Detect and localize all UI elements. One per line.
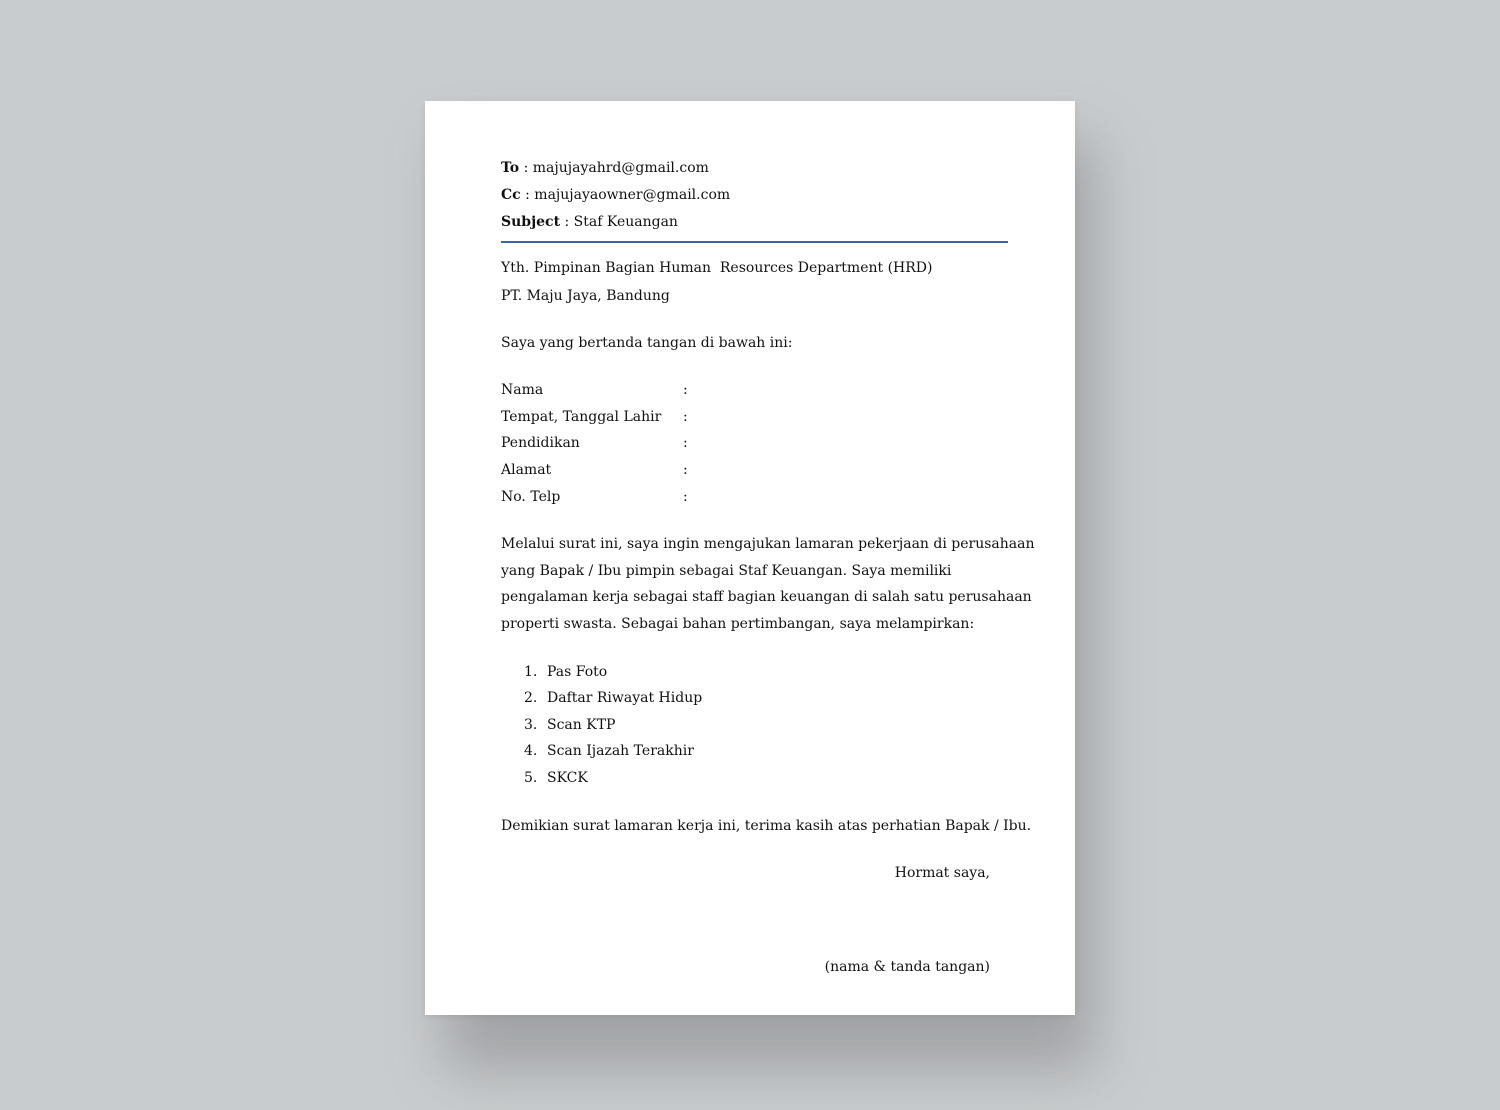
to-line [501,159,709,177]
field-colon: : [683,382,688,398]
field-colon: : [683,435,688,451]
cc-line [501,186,730,204]
field-label-ttl: Tempat, Tanggal Lahir [501,409,662,425]
body-line-4: properti swasta. Sebagai bahan pertimbangan, saya melampirkan: [501,616,975,632]
cc-label: Cc [501,187,521,203]
field-label-alamat: Alamat [501,462,552,478]
attachment-number: 4. [524,743,538,759]
body-line-3: pengalaman kerja sebagai staff bagian keuangan di salah satu perusahaan [501,589,1032,605]
to-label: To [501,160,520,176]
attachment-item: Daftar Riwayat Hidup [547,690,703,706]
recipient-line-2: PT. Maju Jaya, Bandung [501,288,670,304]
letter-page [425,101,1075,1015]
attachment-number: 2. [524,690,538,706]
attachment-item: Scan Ijazah Terakhir [547,743,694,759]
signoff-text: Hormat saya, [894,865,990,881]
body-line-1: Melalui surat ini, saya ingin mengajukan lamaran pekerjaan di perusahaan [501,536,1035,552]
signature-placeholder: (nama & tanda tangan) [824,959,990,975]
attachment-number: 3. [524,717,538,733]
subject-line [501,213,678,231]
closing-text: Demikian surat lamaran kerja ini, terima kasih atas perhatian Bapak / Ibu. [501,818,1032,834]
field-colon: : [683,462,688,478]
recipient-line-1: Yth. Pimpinan Bagian Human Resources Department (HRD) [501,260,933,276]
header-divider [501,241,1008,243]
field-label-nama: Nama [501,382,544,398]
intro-text: Saya yang bertanda tangan di bawah ini: [501,335,793,351]
subject-label: Subject [501,214,561,230]
field-label-telp: No. Telp [501,489,561,505]
field-colon: : [683,409,688,425]
attachment-number: 5. [524,770,538,786]
attachment-item: Pas Foto [547,664,608,680]
body-line-2: yang Bapak / Ibu pimpin sebagai Staf Keuangan. Saya memiliki [501,563,952,579]
attachment-item: SKCK [547,770,588,786]
subject-value: : Staf Keuangan [560,214,678,230]
field-label-pendidikan: Pendidikan [501,435,580,451]
attachment-number: 1. [524,664,538,680]
cc-value: : majujayaowner@gmail.com [520,187,731,203]
field-colon: : [683,489,688,505]
to-value: : majujayahrd@gmail.com [519,160,709,176]
attachment-item: Scan KTP [547,717,616,733]
